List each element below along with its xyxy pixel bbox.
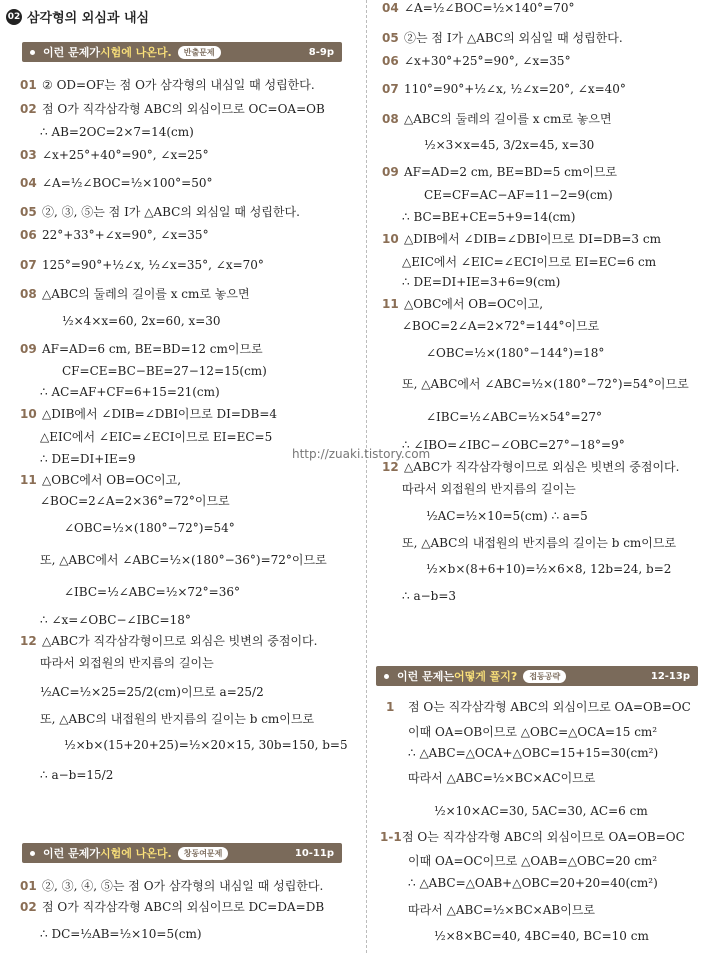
- solution-line: [40, 124, 194, 140]
- solution-line: [20, 101, 325, 117]
- solution-text: ∠OBC=½×(180°−144°)=18°: [426, 346, 605, 360]
- solution-line: [20, 286, 250, 302]
- solution-text: △EIC에서 ∠EIC=∠ECI이므로 EI=EC=5: [40, 430, 273, 444]
- solution-text: 점 O가 직각삼각형 ABC의 외심이므로 DC=DA=DB: [42, 900, 325, 914]
- banner-label-a: 이런 문제가: [43, 847, 100, 860]
- solution-line: [382, 111, 612, 127]
- solution-line: [386, 699, 691, 715]
- solution-line: [20, 406, 277, 422]
- solution-text: AF=AD=6 cm, BE=BD=12 cm이므로: [42, 342, 263, 356]
- solution-text: 110°=90°+½∠x, ½∠x=20°, ∠x=40°: [404, 82, 626, 96]
- solution-line: [408, 770, 595, 786]
- solution-line: [424, 137, 594, 153]
- solution-text: ∠BOC=2∠A=2×36°=72°이므로: [40, 494, 230, 508]
- banner-exam-2: [22, 843, 342, 863]
- solution-line: [424, 187, 613, 203]
- solution-text: AF=AD=2 cm, BE=BD=5 cm이므로: [404, 165, 618, 179]
- solution-text: ∠OBC=½×(180°−72°)=54°: [64, 521, 235, 535]
- solution-text: ∠IBC=½∠ABC=½×54°=27°: [426, 410, 602, 424]
- solution-text: CF=CE=BC−BE=27−12=15(cm): [62, 364, 267, 378]
- banner-pages: 12-13p: [650, 670, 690, 682]
- solution-text: 또, △ABC의 내접원의 반지름의 길이는 b cm이므로: [402, 536, 677, 550]
- solution-text: ½AC=½×25=25/2(cm)이므로 a=25/2: [40, 685, 264, 699]
- bullet-icon: [30, 851, 35, 856]
- banner-label-a: 이런 문제가: [43, 46, 100, 59]
- solution-line: [434, 928, 649, 944]
- solution-line: [20, 175, 213, 191]
- problem-number: 03: [20, 148, 37, 162]
- solution-text: 이때 OA=OC이므로 △OAB=△OBC=20 cm²: [408, 854, 658, 868]
- problem-number: 01: [20, 879, 37, 893]
- watermark-url: http://zuaki.tistory.com: [292, 447, 431, 461]
- problem-number: 10: [20, 407, 37, 421]
- solution-line: [40, 612, 191, 628]
- solution-text: ∴ AC=AF+CF=6+15=21(cm): [40, 385, 220, 399]
- solution-line: [402, 481, 576, 497]
- solution-text: ½×b×(8+6+10)=½×6×8, 12b=24, b=2: [426, 562, 672, 576]
- solution-line: [20, 204, 300, 220]
- solution-line: [402, 254, 656, 270]
- problem-number: 09: [382, 165, 399, 179]
- solution-line: [382, 231, 661, 247]
- solution-line: [20, 227, 209, 243]
- solution-text: ∴ ∠IBO=∠IBC−∠OBC=27°−18°=9°: [402, 438, 625, 452]
- banner-badge: 창동여문제: [178, 847, 229, 860]
- solution-text: △ABC가 직각삼각형이므로 외심은 빗변의 중점이다.: [42, 634, 318, 648]
- solution-line: [402, 376, 689, 392]
- solution-text: ½×3×x=45, 3/2x=45, x=30: [424, 138, 595, 152]
- solution-line: [20, 899, 324, 915]
- solution-line: [408, 724, 657, 740]
- problem-number: 09: [20, 342, 37, 356]
- solution-line: [382, 30, 623, 46]
- solution-text: ½×10×AC=30, 5AC=30, AC=6 cm: [434, 804, 648, 818]
- problem-number: 1: [386, 700, 395, 714]
- problem-number: 12: [382, 460, 399, 474]
- solution-line: [20, 341, 263, 357]
- solution-line: [382, 0, 575, 16]
- solution-text: ② OD=OF는 점 O가 삼각형의 내심일 때 성립한다.: [42, 78, 315, 92]
- solution-text: ②는 점 I가 △ABC의 외심일 때 성립한다.: [404, 31, 623, 45]
- solution-line: [402, 437, 625, 453]
- solution-text: ∴ ∠x=∠OBC−∠IBC=18°: [40, 613, 191, 627]
- solution-text: ∴ a−b=3: [402, 589, 457, 603]
- solution-line: [40, 493, 230, 509]
- solution-text: ½×4×x=60, 2x=60, x=30: [62, 314, 221, 328]
- banner-label-b: 어떻게 풀지?: [453, 670, 518, 683]
- solution-line: [40, 429, 272, 445]
- problem-number: 07: [382, 82, 399, 96]
- solution-text: 따라서 △ABC=½×BC×AB이므로: [408, 903, 595, 917]
- problem-number: 01: [20, 78, 37, 92]
- solution-text: 또, △ABC에서 ∠ABC=½×(180°−36°)=72°이므로: [40, 553, 327, 567]
- solution-line: [402, 274, 560, 290]
- solution-line: [40, 552, 327, 568]
- solution-text: △OBC에서 OB=OC이고,: [404, 297, 544, 311]
- solution-text: 22°+33°+∠x=90°, ∠x=35°: [42, 228, 209, 242]
- solution-line: [40, 684, 264, 700]
- problem-number: 11: [382, 297, 399, 311]
- section-number-badge: 02: [6, 9, 22, 25]
- solution-line: [20, 147, 209, 163]
- solution-text: ∠x+25°+40°=90°, ∠x=25°: [42, 148, 209, 162]
- solution-line: [426, 345, 604, 361]
- banner-badge: 접동공략: [523, 670, 566, 683]
- solution-text: 점 O가 직각삼각형 ABC의 외심이므로 OC=OA=OB: [42, 102, 325, 116]
- solution-text: ∴ AB=2OC=2×7=14(cm): [40, 125, 194, 139]
- problem-number: 05: [382, 31, 399, 45]
- solution-line: [40, 711, 314, 727]
- solution-line: [408, 902, 595, 918]
- solution-line: [20, 77, 315, 93]
- problem-number: 11: [20, 473, 37, 487]
- solution-text: △OBC에서 OB=OC이고,: [42, 473, 182, 487]
- solution-line: [64, 737, 348, 753]
- solution-line: [434, 803, 648, 819]
- solution-line: [380, 829, 685, 845]
- banner-how-to-solve: [376, 666, 698, 686]
- solution-text: 따라서 외접원의 반지름의 길이는: [402, 482, 576, 496]
- solution-line: [20, 878, 323, 894]
- section-title: [6, 7, 149, 26]
- solution-text: ∠IBC=½∠ABC=½×72°=36°: [64, 585, 240, 599]
- solution-text: ∴ a−b=15/2: [40, 768, 114, 782]
- solution-text: ∠BOC=2∠A=2×72°=144°이므로: [402, 319, 600, 333]
- banner-pages: 10-11p: [294, 847, 334, 859]
- solution-line: [382, 164, 617, 180]
- problem-number: 07: [20, 258, 37, 272]
- section-title-text: 삼각형의 외심과 내심: [27, 11, 150, 26]
- solution-line: [64, 520, 235, 536]
- solution-line: [40, 451, 136, 467]
- solution-text: ∴ △ABC=△OAB+△OBC=20+20=40(cm²): [408, 876, 658, 890]
- solution-text: ②, ③, ⑤는 점 I가 △ABC의 외심일 때 성립한다.: [42, 205, 300, 219]
- solution-text: 따라서 △ABC=½×BC×AC이므로: [408, 771, 596, 785]
- solution-line: [62, 313, 221, 329]
- problem-number: 02: [20, 102, 37, 116]
- solution-line: [408, 875, 658, 891]
- solution-text: ∠A=½∠BOC=½×100°=50°: [42, 176, 213, 190]
- solution-line: [382, 53, 571, 69]
- solution-line: [426, 508, 588, 524]
- solution-line: [426, 561, 671, 577]
- problem-number: 06: [382, 54, 399, 68]
- solution-line: [402, 535, 676, 551]
- solution-text: △DIB에서 ∠DIB=∠DBI이므로 DI=DB=3 cm: [404, 232, 661, 246]
- solution-text: ∴ BC=BE+CE=5+9=14(cm): [402, 210, 576, 224]
- solution-text: 따라서 외접원의 반지름의 길이는: [40, 656, 214, 670]
- banner-pages: 8-9p: [308, 46, 334, 58]
- solution-text: ½×8×BC=40, 4BC=40, BC=10 cm: [434, 929, 649, 943]
- problem-number: 06: [20, 228, 37, 242]
- solution-line: [20, 472, 181, 488]
- solution-line: [408, 745, 658, 761]
- solution-line: [402, 209, 575, 225]
- bullet-icon: [30, 50, 35, 55]
- solution-text: ∴ DC=½AB=½×10=5(cm): [40, 927, 202, 941]
- solution-text: ∠x+30°+25°=90°, ∠x=35°: [404, 54, 571, 68]
- solution-text: △DIB에서 ∠DIB=∠DBI이므로 DI=DB=4: [42, 407, 278, 421]
- solution-text: ∠A=½∠BOC=½×140°=70°: [404, 1, 575, 15]
- solution-line: [62, 363, 267, 379]
- solution-line: [408, 853, 657, 869]
- banner-label-b: 시험에 나온다.: [99, 46, 172, 59]
- solution-text: ½×b×(15+20+25)=½×20×15, 30b=150, b=5: [64, 738, 348, 752]
- solution-text: CE=CF=AC−AF=11−2=9(cm): [424, 188, 613, 202]
- solution-text: ②, ③, ④, ⑤는 점 O가 삼각형의 내심일 때 성립한다.: [42, 879, 324, 893]
- right-column: [372, 0, 701, 953]
- solution-line: [402, 588, 456, 604]
- solution-text: 또, △ABC의 내접원의 반지름의 길이는 b cm이므로: [40, 712, 315, 726]
- solution-text: △ABC가 직각삼각형이므로 외심은 빗변의 중점이다.: [404, 460, 680, 474]
- solution-text: ½AC=½×10=5(cm) ∴ a=5: [426, 509, 588, 523]
- solution-text: 또, △ABC에서 ∠ABC=½×(180°−72°)=54°이므로: [402, 377, 689, 391]
- problem-number: 02: [20, 900, 37, 914]
- solution-line: [382, 459, 679, 475]
- problem-number: 10: [382, 232, 399, 246]
- solution-line: [64, 584, 240, 600]
- solution-line: [402, 318, 599, 334]
- banner-label-b: 시험에 나온다.: [99, 847, 172, 860]
- solution-line: [20, 633, 317, 649]
- solution-text: △ABC의 둘레의 길이를 x cm로 놓으면: [42, 287, 250, 301]
- solution-text: 점 O는 직각삼각형 ABC의 외심이므로 OA=OB=OC: [402, 830, 685, 844]
- solution-text: ∴ DE=DI+IE=3+6=9(cm): [402, 275, 561, 289]
- problem-number: 1-1: [380, 830, 402, 844]
- solution-text: 이때 OA=OB이므로 △OBC=△OCA=15 cm²: [408, 725, 658, 739]
- problem-number: 05: [20, 205, 37, 219]
- solution-text: 점 O는 직각삼각형 ABC의 외심이므로 OA=OB=OC: [408, 700, 691, 714]
- solution-line: [382, 296, 543, 312]
- solution-text: △ABC의 둘레의 길이를 x cm로 놓으면: [404, 112, 612, 126]
- solution-line: [382, 81, 626, 97]
- banner-badge: 반출문제: [178, 46, 221, 59]
- solution-line: [40, 655, 214, 671]
- column-divider: [366, 0, 367, 953]
- solution-line: [40, 926, 202, 942]
- banner-exam-1: [22, 42, 342, 62]
- problem-number: 04: [20, 176, 37, 190]
- solution-line: [40, 767, 113, 783]
- problem-number: 08: [382, 112, 399, 126]
- solution-text: 125°=90°+½∠x, ½∠x=35°, ∠x=70°: [42, 258, 264, 272]
- problem-number: 04: [382, 1, 399, 15]
- solution-line: [40, 384, 220, 400]
- problem-number: 08: [20, 287, 37, 301]
- solution-text: ∴ △ABC=△OCA+△OBC=15+15=30(cm²): [408, 746, 659, 760]
- solution-line: [20, 257, 264, 273]
- bullet-icon: [384, 674, 389, 679]
- banner-label-a: 이런 문제는: [397, 670, 454, 683]
- problem-number: 12: [20, 634, 37, 648]
- solution-text: △EIC에서 ∠EIC=∠ECI이므로 EI=EC=6 cm: [402, 255, 657, 269]
- solution-text: ∴ DE=DI+IE=9: [40, 452, 136, 466]
- solution-line: [426, 409, 602, 425]
